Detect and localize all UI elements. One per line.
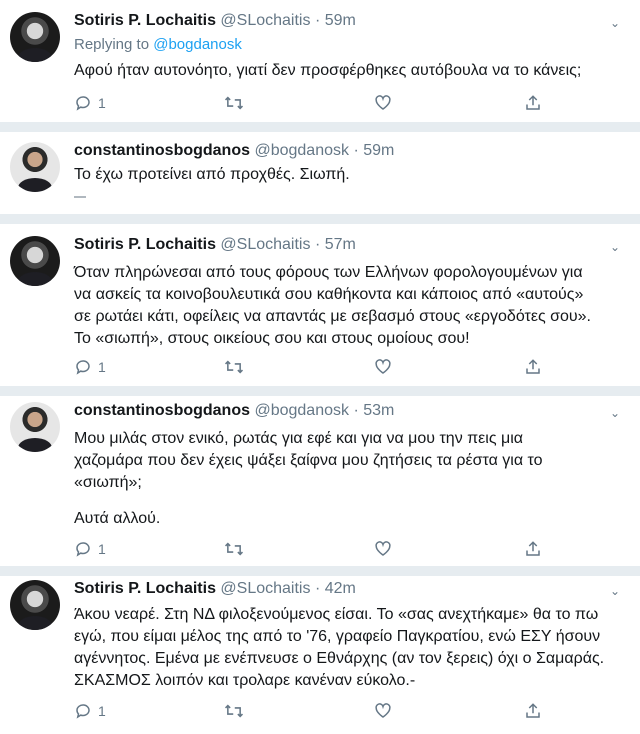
tweet-text (74, 604, 626, 692)
tweet-actions (74, 94, 544, 114)
chevron-down-icon[interactable]: ⌄ (610, 240, 621, 254)
reply-button[interactable] (74, 358, 106, 376)
like-button[interactable] (374, 702, 392, 720)
tweet-actions (74, 358, 544, 378)
tweet-line: να ασκείς τα κοινοβουλευτικά σου καθήκοντα και κάποιος από «αυτούς» (74, 286, 584, 303)
like-button[interactable] (374, 540, 392, 558)
tweet-line: «σιωπή»; (74, 474, 142, 491)
timestamp[interactable]: 53m (363, 402, 395, 419)
tweet-line: Αφού ήταν αυτονόητο, γιατί δεν προσφέρθηκες αυτόβουλα να το κάνεις; (74, 62, 582, 79)
tweet-text (74, 60, 626, 82)
author-name[interactable]: constantinosbogdanos (74, 142, 250, 159)
tweet-actions (74, 702, 544, 722)
divider (0, 566, 640, 576)
avatar[interactable] (10, 142, 60, 192)
tweet-1[interactable] (0, 0, 640, 120)
reply-button[interactable] (74, 702, 106, 720)
reply-count: 1 (98, 703, 106, 719)
author-handle[interactable]: @bogdanosk (254, 142, 349, 159)
author-name[interactable]: Sotiris P. Lochaitis (74, 12, 216, 29)
tweet-line: Μου μιλάς στον ενικό, ρωτάς για εφέ και για να μου την πεις μια (74, 430, 524, 447)
tweet-header (74, 580, 356, 598)
reply-icon (74, 358, 92, 376)
like-button[interactable] (374, 358, 392, 376)
tweet-4[interactable] (0, 396, 640, 566)
timestamp[interactable]: 57m (324, 236, 356, 253)
reply-count: 1 (98, 359, 106, 375)
separator: · (353, 142, 359, 159)
divider (0, 214, 640, 224)
author-handle[interactable]: @bogdanosk (254, 402, 349, 419)
share-button[interactable] (524, 702, 542, 720)
separator: · (314, 236, 321, 253)
tweet-text (74, 164, 626, 186)
retweet-button[interactable] (224, 540, 244, 558)
share-button[interactable] (524, 94, 542, 112)
divider (0, 122, 640, 132)
share-button[interactable] (524, 540, 542, 558)
tweet-header (74, 12, 356, 30)
avatar[interactable] (10, 402, 60, 452)
separator: · (314, 12, 321, 29)
separator: · (314, 580, 321, 597)
like-button[interactable] (374, 94, 392, 112)
share-icon (524, 540, 542, 558)
retweet-icon (224, 540, 244, 558)
share-button[interactable] (524, 358, 542, 376)
timestamp[interactable]: 59m (324, 12, 356, 29)
retweet-button[interactable] (224, 94, 244, 112)
replying-prefix: Replying to (74, 36, 150, 53)
tweet-line: αγέννητος. Εμένα με ενέπνευσε ο Εθνάρχης (αν τον ξερεις) όχι ο Σαμαράς. (74, 650, 605, 667)
chevron-down-icon[interactable]: ⌄ (610, 584, 621, 598)
share-icon (524, 702, 542, 720)
share-icon (524, 358, 542, 376)
retweet-button[interactable] (224, 702, 244, 720)
author-handle[interactable]: @SLochaitis (220, 236, 311, 253)
tweet-header (74, 236, 356, 254)
divider (0, 386, 640, 396)
author-handle[interactable]: @SLochaitis (220, 580, 311, 597)
heart-icon (374, 94, 392, 112)
tweet-5[interactable] (0, 576, 640, 734)
avatar[interactable] (10, 236, 60, 286)
reply-button[interactable] (74, 540, 106, 558)
avatar[interactable] (10, 12, 60, 62)
reply-icon (74, 94, 92, 112)
chevron-down-icon[interactable]: ⌄ (610, 16, 621, 30)
retweet-button[interactable] (224, 358, 244, 376)
chevron-down-icon[interactable]: ⌄ (610, 406, 621, 420)
separator: · (353, 402, 359, 419)
avatar[interactable] (10, 580, 60, 630)
tweet-line: Άκου νεαρέ. Στη ΝΔ φιλοξενούμενος είσαι. Το «σας ανεχτήκαμε» θα το πω (74, 606, 599, 623)
tweet-line: Αυτά αλλού. (74, 510, 161, 527)
tweet-2[interactable] (0, 132, 640, 212)
heart-icon (374, 540, 392, 558)
tweet-line: Όταν πληρώνεσαι από τους φόρους των Ελλήνων φορολογουμένων για (74, 264, 583, 281)
truncated-line (74, 196, 86, 198)
tweet-line: ΣΚΑΣΜΟΣ λοιπόν και τρολαρε κανέναν εύκολο.- (74, 672, 416, 689)
reply-count: 1 (98, 95, 106, 111)
heart-icon (374, 358, 392, 376)
tweet-text (74, 428, 626, 530)
reply-icon (74, 540, 92, 558)
timestamp[interactable]: 59m (363, 142, 395, 159)
tweet-line: εγώ, που είμαι μέλος της από το '76, γραφείο Παγκρατίου, ενώ ΕΣΥ ήσουν (74, 628, 601, 645)
author-name[interactable]: Sotiris P. Lochaitis (74, 236, 216, 253)
retweet-icon (224, 94, 244, 112)
replying-to-link[interactable]: @bogdanosk (153, 36, 242, 53)
author-handle[interactable]: @SLochaitis (220, 12, 311, 29)
tweet-actions (74, 540, 544, 560)
replying-to (74, 36, 242, 53)
reply-button[interactable] (74, 94, 106, 112)
author-name[interactable]: Sotiris P. Lochaitis (74, 580, 216, 597)
timestamp[interactable]: 42m (324, 580, 356, 597)
retweet-icon (224, 358, 244, 376)
reply-count: 1 (98, 541, 106, 557)
tweet-line: χαζομάρα που δεν έχεις ψάξει ξαίφνα μου ζητήσεις τα ρέστα για το (74, 452, 543, 469)
tweet-line: Το έχω προτείνει από προχθές. Σιωπή. (74, 166, 350, 183)
reply-icon (74, 702, 92, 720)
heart-icon (374, 702, 392, 720)
retweet-icon (224, 702, 244, 720)
tweet-line: σε ρωτάει κάτι, οφείλεις να απαντάς με σεβασμό στους «εργοδότες σου». (74, 308, 591, 325)
tweet-header (74, 402, 394, 420)
tweet-3[interactable] (0, 224, 640, 394)
author-name[interactable]: constantinosbogdanos (74, 402, 250, 419)
tweet-text (74, 262, 626, 350)
tweet-header (74, 142, 394, 160)
share-icon (524, 94, 542, 112)
tweet-line: Το «σιωπή», στους οικείους σου και στους ομοίους σου! (74, 330, 470, 347)
